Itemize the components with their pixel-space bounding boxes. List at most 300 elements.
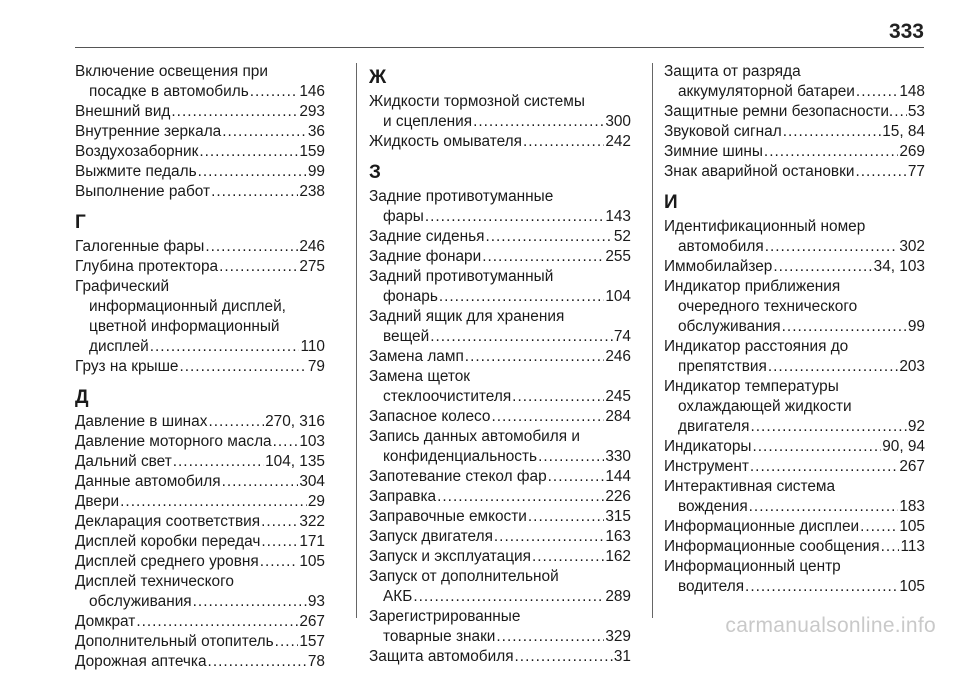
index-entry [369, 247, 631, 267]
entry-text: стеклоочистителя [383, 388, 512, 405]
index-entry [664, 102, 925, 122]
leader-dots [261, 532, 298, 552]
leader-dots [437, 487, 604, 507]
entry-line [369, 112, 631, 132]
index-entry [664, 457, 925, 477]
entry-line [75, 182, 325, 202]
entry-line [664, 397, 925, 417]
entry-text: очередного технического [678, 298, 858, 315]
entry-line [369, 467, 631, 487]
section-letter: И [664, 192, 678, 213]
leader-dots [413, 587, 604, 607]
entry-line [369, 247, 631, 267]
leader-dots [749, 497, 899, 517]
index-entry [369, 307, 631, 347]
entry-text: Давление моторного масла [75, 433, 272, 450]
page-reference: 183 [899, 498, 925, 515]
entry-text: Включение освещения при [75, 63, 268, 80]
leader-dots [528, 507, 604, 527]
leader-dots [439, 287, 604, 307]
leader-dots [193, 592, 307, 612]
index-entry [75, 492, 325, 512]
entry-text: Дисплей коробки передач [75, 533, 261, 550]
page-reference: 15, 84 [882, 123, 925, 140]
column-divider [356, 63, 357, 618]
entry-text: Декларация соответствия [75, 513, 261, 530]
index-column-2 [369, 62, 631, 676]
entry-text: Выжмите педаль [75, 163, 197, 180]
entry-line [75, 102, 325, 122]
entry-text: Задний противотуманный [369, 268, 554, 285]
leader-dots [532, 547, 604, 567]
index-entry [75, 432, 325, 452]
entry-line [75, 257, 325, 277]
page-reference: 284 [605, 408, 631, 425]
entry-line [75, 142, 325, 162]
page-reference: 31 [613, 648, 631, 665]
leader-dots [275, 632, 299, 652]
page-reference: 144 [605, 468, 631, 485]
page-reference: 105 [899, 578, 925, 595]
index-entry [75, 532, 325, 552]
entry-text: АКБ [383, 588, 413, 605]
page-reference: 52 [613, 228, 631, 245]
page-reference: 105 [299, 553, 325, 570]
entry-line [369, 527, 631, 547]
entry-text: Груз на крыше [75, 358, 179, 375]
entry-line [664, 557, 925, 577]
entry-line [75, 492, 325, 512]
entry-text: и сцепления [383, 113, 473, 130]
index-entry [75, 122, 325, 142]
page-reference: 267 [899, 458, 925, 475]
entry-text: Индикаторы [664, 438, 752, 455]
entry-text: Двери [75, 493, 120, 510]
page-number: 333 [888, 20, 924, 43]
entry-text: автомобиля [678, 238, 764, 255]
entry-text: Выполнение работ [75, 183, 211, 200]
entry-line [369, 327, 631, 347]
leader-dots [260, 552, 299, 572]
leader-dots [783, 122, 882, 142]
entry-line [369, 267, 631, 287]
entry-text: обслуживания [89, 593, 192, 610]
entry-line [75, 82, 325, 102]
index-entry [369, 547, 631, 567]
entry-line [369, 92, 631, 112]
page-reference: 103 [299, 433, 325, 450]
index-column-3 [664, 62, 925, 606]
index-entry [664, 122, 925, 142]
entry-text: Домкрат [75, 613, 136, 630]
index-entry [75, 62, 325, 102]
index-entry [664, 257, 925, 277]
entry-text: фары [383, 208, 424, 225]
page-reference: 79 [307, 358, 325, 375]
index-entry [664, 377, 925, 437]
index-entry [369, 487, 631, 507]
page-reference: 246 [299, 238, 325, 255]
entry-text: Идентификационный номер [664, 218, 866, 235]
entry-text: Зарегистрированные [369, 608, 521, 625]
page-reference: 255 [605, 248, 631, 265]
entry-text: Дорожная аптечка [75, 653, 207, 670]
leader-dots [856, 82, 898, 102]
entry-text: Замена щеток [369, 368, 471, 385]
leader-dots [222, 122, 307, 142]
entry-line [369, 647, 631, 667]
entry-text: Задний ящик для хранения [369, 308, 565, 325]
leader-dots [482, 247, 604, 267]
entry-line [75, 412, 325, 432]
entry-text: Графический [75, 278, 170, 295]
entry-line [75, 357, 325, 377]
entry-text: Дальний свет [75, 453, 172, 470]
page-reference: 148 [899, 83, 925, 100]
page-reference: 143 [605, 208, 631, 225]
entry-text: цветной информационный [89, 318, 280, 335]
entry-text: Индикатор приближения [664, 278, 841, 295]
section-letter: Д [75, 387, 89, 408]
leader-dots [473, 112, 604, 132]
entry-text: Запуск от дополнительной [369, 568, 559, 585]
entry-line [369, 427, 631, 447]
page-reference: 300 [605, 113, 631, 130]
entry-line [75, 62, 325, 82]
entry-line [75, 452, 325, 472]
leader-dots [855, 162, 906, 182]
entry-line [75, 532, 325, 552]
entry-line [369, 407, 631, 427]
entry-text: аккумуляторной батареи [678, 83, 855, 100]
leader-dots [465, 347, 605, 367]
entry-line [664, 257, 925, 277]
index-entry [664, 62, 925, 102]
page-reference: 289 [605, 588, 631, 605]
leader-dots [764, 142, 898, 162]
leader-dots [425, 207, 604, 227]
page-reference: 90, 94 [882, 438, 925, 455]
entry-text: Дополнительный отопитель [75, 633, 274, 650]
entry-text: Интерактивная система [664, 478, 836, 495]
leader-dots [491, 407, 604, 427]
page-reference: 29 [307, 493, 325, 510]
entry-text: Индикатор температуры [664, 378, 839, 395]
index-entry [369, 507, 631, 527]
entry-line [664, 82, 925, 102]
entry-text: Информационные сообщения [664, 538, 880, 555]
entry-line [664, 277, 925, 297]
index-entry [369, 567, 631, 607]
entry-text: Зимние шины [664, 143, 763, 160]
entry-text: Запасное колесо [369, 408, 491, 425]
entry-text: Запотевание стекол фар [369, 468, 547, 485]
entry-line [664, 162, 925, 182]
leader-dots [261, 512, 298, 532]
index-entry [75, 277, 325, 357]
entry-text: водителя [678, 578, 745, 595]
entry-line [369, 447, 631, 467]
entry-line [369, 387, 631, 407]
page-reference: 304 [299, 473, 325, 490]
entry-line [369, 287, 631, 307]
entry-text: Защита от разряда [664, 63, 801, 80]
page-reference: 163 [605, 528, 631, 545]
index-entry [75, 257, 325, 277]
entry-line [664, 297, 925, 317]
index-section [75, 211, 325, 377]
entry-text: препятствия [678, 358, 767, 375]
index-entry [75, 632, 325, 652]
index-entry [664, 217, 925, 257]
entry-text: Инструмент [664, 458, 749, 475]
page-reference: 322 [299, 513, 325, 530]
leader-dots [120, 492, 307, 512]
leader-dots [219, 257, 298, 277]
leader-dots [171, 102, 298, 122]
page-reference: 159 [299, 143, 325, 160]
leader-dots [768, 357, 898, 377]
index-entry [664, 162, 925, 182]
entry-line [369, 187, 631, 207]
leader-dots [765, 237, 899, 257]
entry-line [664, 377, 925, 397]
leader-dots [745, 577, 898, 597]
entry-line [75, 612, 325, 632]
page-reference: 267 [299, 613, 325, 630]
page-reference: 269 [899, 143, 925, 160]
entry-line [369, 587, 631, 607]
entry-text: товарные знаки [383, 628, 496, 645]
entry-text: Знак аварийной остановки [664, 163, 855, 180]
leader-dots [199, 142, 298, 162]
index-entry [664, 337, 925, 377]
entry-text: Иммобилайзер [664, 258, 773, 275]
entry-line [75, 317, 325, 337]
page-reference: 238 [299, 183, 325, 200]
entry-line [75, 122, 325, 142]
entry-line [369, 367, 631, 387]
index-section [75, 386, 325, 672]
page-reference: 104, 135 [265, 453, 325, 470]
entry-line [369, 607, 631, 627]
index-entry [75, 162, 325, 182]
entry-line [664, 357, 925, 377]
leader-dots [751, 417, 907, 437]
page-reference: 329 [605, 628, 631, 645]
index-entry [75, 572, 325, 612]
entry-line [369, 207, 631, 227]
entry-text: информационный дисплей, [89, 298, 286, 315]
index-entry [75, 237, 325, 257]
index-entry [369, 467, 631, 487]
entry-text: Дисплей технического [75, 573, 234, 590]
entry-text: Запуск и эксплуатация [369, 548, 531, 565]
page-reference: 226 [605, 488, 631, 505]
leader-dots [208, 412, 264, 432]
entry-text: охлаждающей жидкости [678, 398, 852, 415]
section-letter: Г [75, 212, 86, 233]
index-entry [369, 187, 631, 227]
page-reference: 245 [605, 388, 631, 405]
index-entry [75, 652, 325, 672]
leader-dots [538, 447, 604, 467]
leader-dots [512, 387, 604, 407]
index-entry [75, 472, 325, 492]
entry-line [369, 507, 631, 527]
entry-line [664, 537, 925, 557]
entry-line [664, 142, 925, 162]
page-reference: 93 [307, 593, 325, 610]
entry-line [664, 417, 925, 437]
page-reference: 146 [299, 83, 325, 100]
entry-line [664, 237, 925, 257]
entry-text: конфиденциальность [383, 448, 538, 465]
column-divider [652, 63, 653, 618]
entry-line [369, 547, 631, 567]
entry-line [75, 297, 325, 317]
index-entry [75, 612, 325, 632]
entry-text: Глубина протектора [75, 258, 219, 275]
index-entry [75, 182, 325, 202]
leader-dots [136, 612, 298, 632]
entry-line [664, 102, 925, 122]
leader-dots [515, 647, 613, 667]
page-reference: 78 [307, 653, 325, 670]
entry-text: Индикатор расстояния до [664, 338, 849, 355]
index-entry [75, 412, 325, 432]
page-reference: 92 [907, 418, 925, 435]
entry-line [369, 567, 631, 587]
index-section [369, 66, 631, 152]
page-reference: 275 [299, 258, 325, 275]
entry-line [664, 497, 925, 517]
leader-dots [208, 652, 307, 672]
entry-text: Задние сиденья [369, 228, 485, 245]
page-reference: 157 [299, 633, 325, 650]
leader-dots [211, 182, 298, 202]
entry-line [664, 337, 925, 357]
leader-dots [150, 337, 300, 357]
leader-dots [881, 537, 900, 557]
index-entry [369, 527, 631, 547]
page-reference: 53 [907, 103, 925, 120]
index-section [664, 191, 925, 597]
entry-line [75, 162, 325, 182]
entry-line [369, 487, 631, 507]
entry-text: вождения [678, 498, 748, 515]
entry-text: Замена ламп [369, 348, 464, 365]
index-entry [664, 437, 925, 457]
entry-line [369, 227, 631, 247]
page-reference: 302 [899, 238, 925, 255]
entry-line [664, 437, 925, 457]
index-entry [75, 552, 325, 572]
entry-line [664, 477, 925, 497]
page-reference: 77 [907, 163, 925, 180]
index-entry [369, 647, 631, 667]
entry-text: обслуживания [678, 318, 781, 335]
page-reference: 110 [300, 338, 325, 355]
entry-text: Воздухозаборник [75, 143, 199, 160]
index-section [664, 62, 925, 182]
index-entry [369, 132, 631, 152]
entry-line [75, 237, 325, 257]
entry-text: посадке в автомобиль [89, 83, 249, 100]
index-entry [369, 427, 631, 467]
page-reference: 242 [605, 133, 631, 150]
page-reference: 36 [307, 123, 325, 140]
page-reference: 315 [605, 508, 631, 525]
index-section [75, 62, 325, 202]
entry-text: Заправка [369, 488, 437, 505]
entry-line [369, 307, 631, 327]
leader-dots [782, 317, 907, 337]
index-entry [75, 357, 325, 377]
index-entry [369, 367, 631, 407]
entry-line [75, 632, 325, 652]
leader-dots [430, 327, 613, 347]
index-entry [369, 227, 631, 247]
entry-text: Запись данных автомобиля и [369, 428, 580, 445]
entry-text: Внутренние зеркала [75, 123, 222, 140]
entry-text: Дисплей среднего уровня [75, 553, 259, 570]
entry-text: Данные автомобиля [75, 473, 221, 490]
index-entry [75, 452, 325, 472]
section-letter: З [369, 162, 381, 183]
page-reference: 330 [605, 448, 631, 465]
leader-dots [173, 452, 264, 472]
entry-text: вещей [383, 328, 430, 345]
entry-line [664, 577, 925, 597]
index-entry [664, 477, 925, 517]
entry-line [75, 652, 325, 672]
page-reference: 162 [605, 548, 631, 565]
watermark: carmanualsonline.info [725, 614, 936, 637]
entry-text: дисплей [89, 338, 149, 355]
page-reference: 203 [899, 358, 925, 375]
entry-text: Звуковой сигнал [664, 123, 782, 140]
leader-dots [205, 237, 298, 257]
entry-text: Запуск двигателя [369, 528, 493, 545]
page-reference: 171 [299, 533, 325, 550]
leader-dots [773, 257, 872, 277]
index-entry [664, 537, 925, 557]
page-reference: 104 [605, 288, 631, 305]
entry-text: Галогенные фары [75, 238, 205, 255]
leader-dots [250, 82, 299, 102]
entry-text: Информационный центр [664, 558, 841, 575]
entry-text: Давление в шинах [75, 413, 208, 430]
entry-line [75, 432, 325, 452]
page-reference: 99 [307, 163, 325, 180]
leader-dots [273, 432, 299, 452]
index-entry [369, 92, 631, 132]
entry-text: Защита автомобиля [369, 648, 514, 665]
entry-line [369, 132, 631, 152]
entry-line [75, 552, 325, 572]
leader-dots [753, 437, 882, 457]
entry-text: Защитные ремни безопасности. [664, 103, 894, 120]
entry-text: Внешний вид [75, 103, 171, 120]
leader-dots [179, 357, 306, 377]
page-reference: 270, 316 [265, 413, 325, 430]
entry-text: Заправочные емкости [369, 508, 527, 525]
entry-line [369, 347, 631, 367]
entry-text: Информационные дисплеи [664, 518, 860, 535]
leader-dots [222, 472, 299, 492]
entry-line [369, 627, 631, 647]
